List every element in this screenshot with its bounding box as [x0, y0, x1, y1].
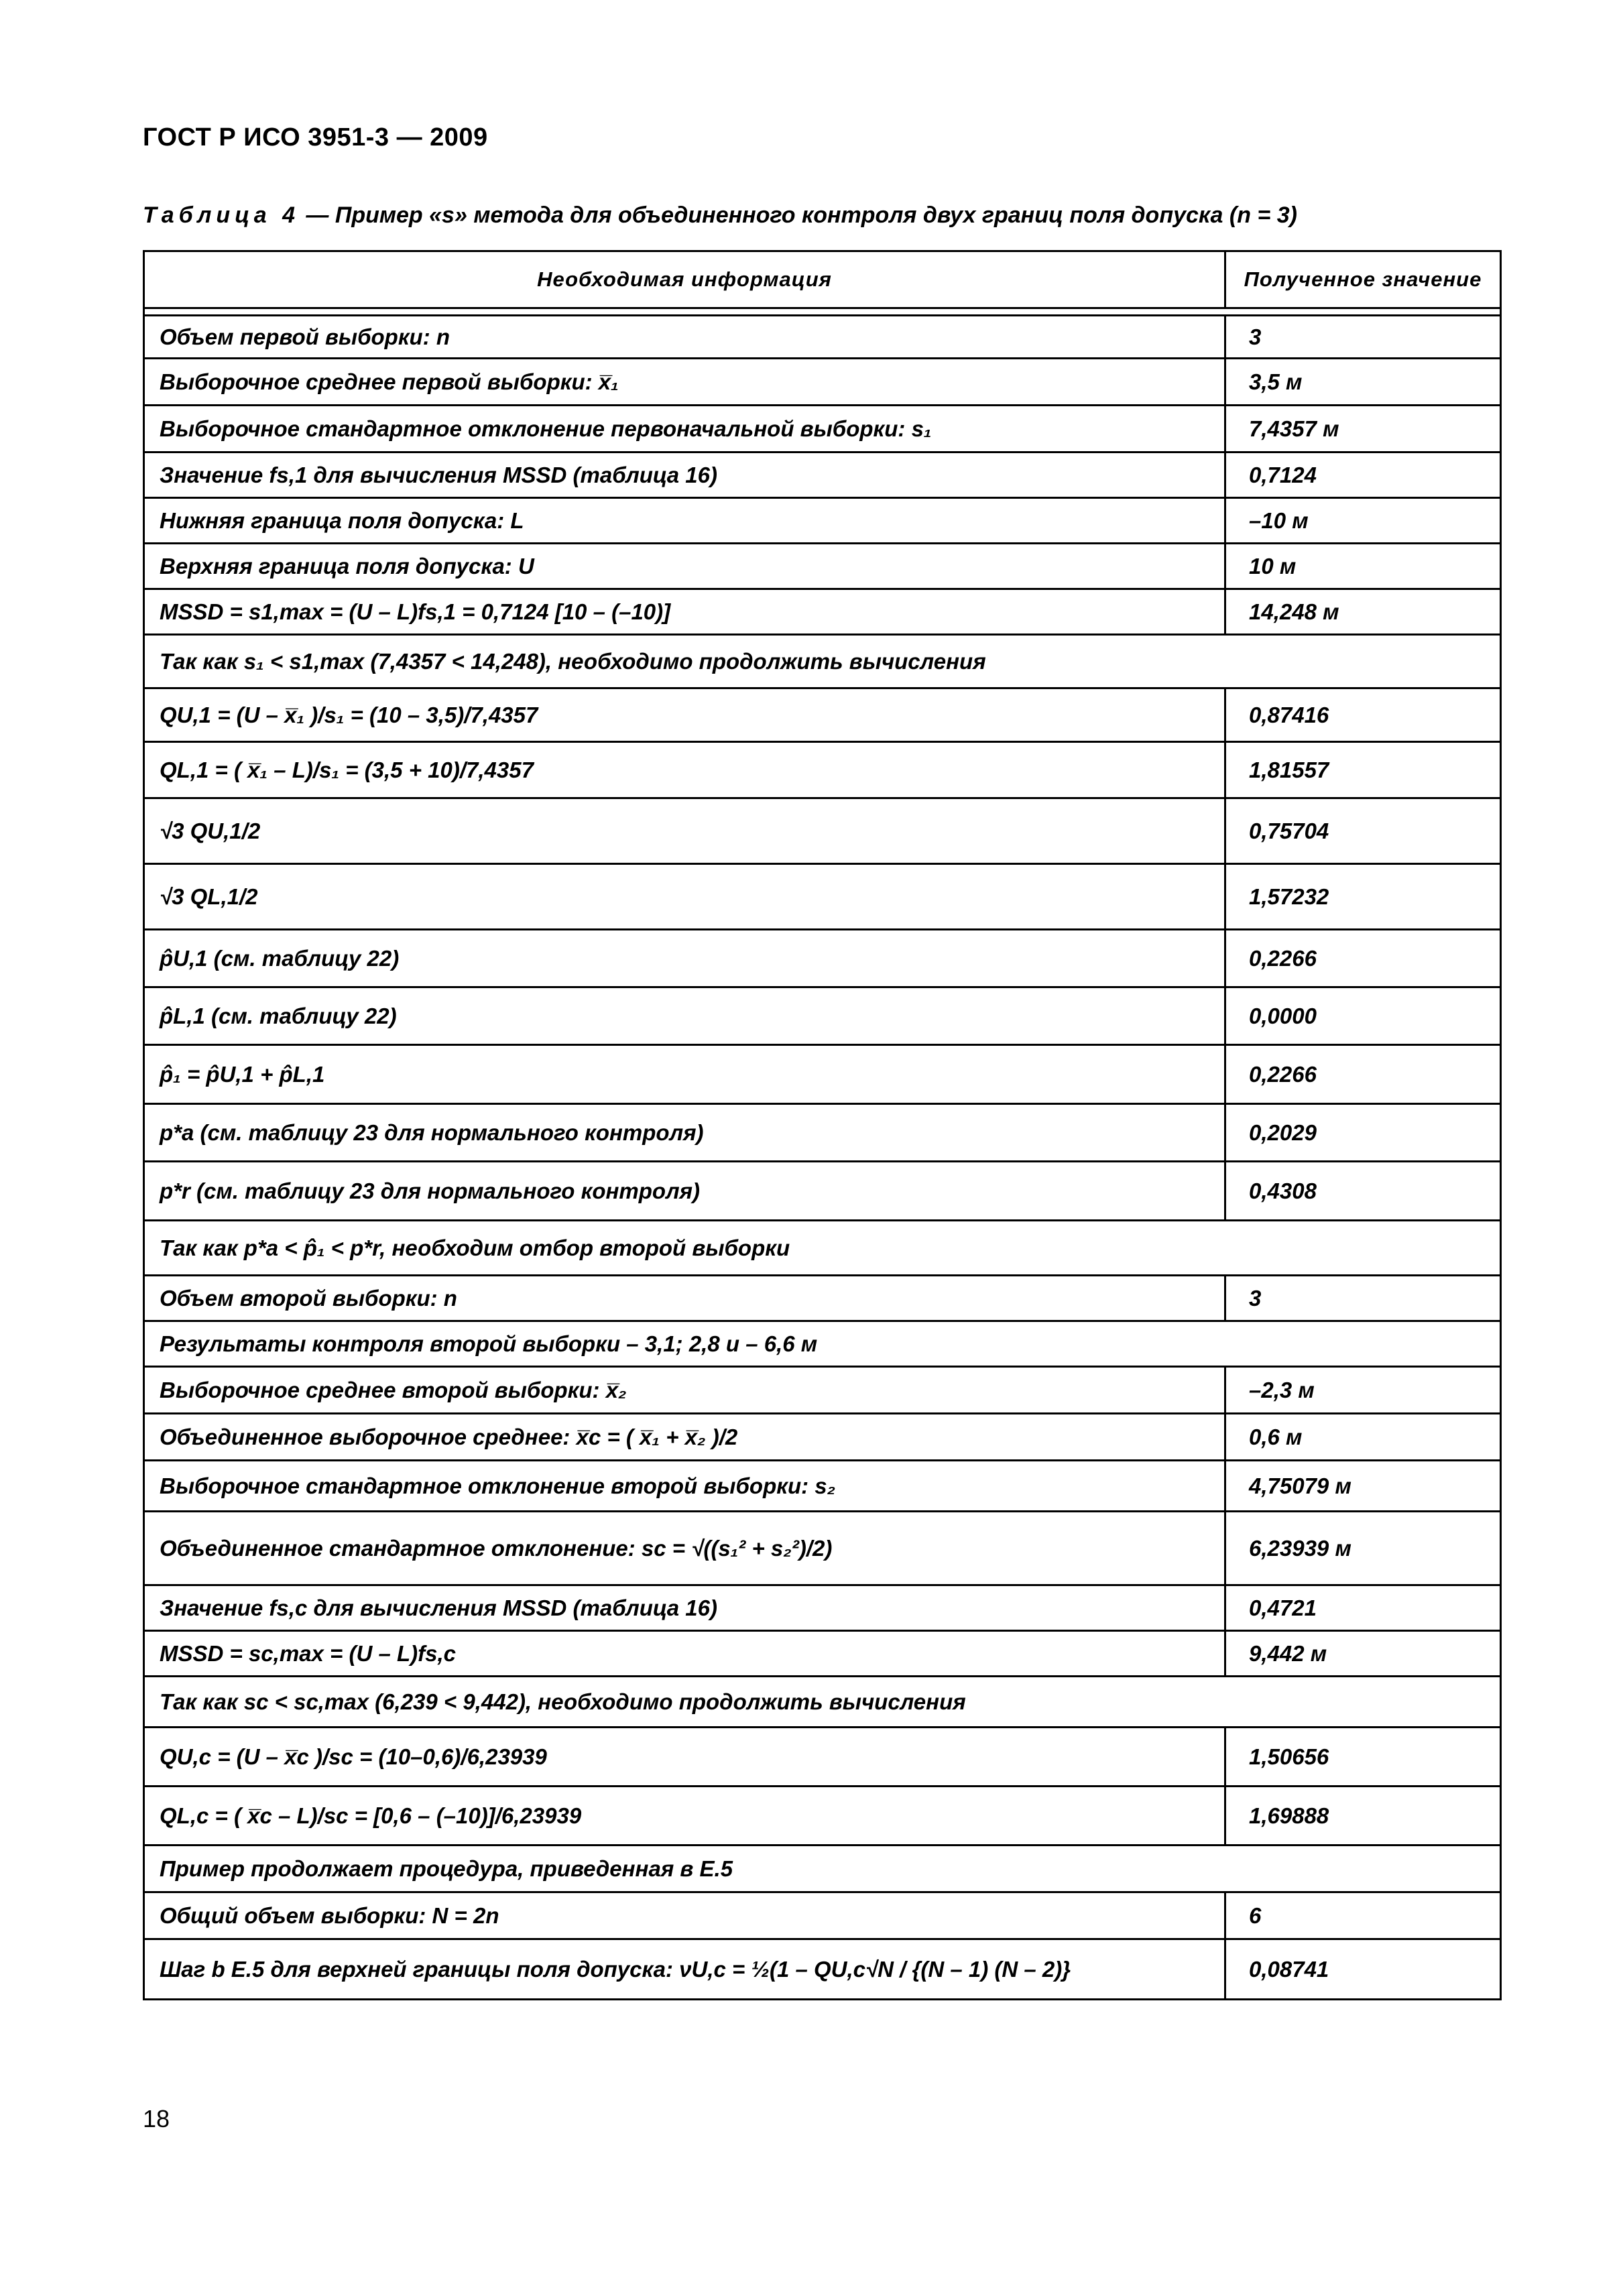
value-cell: 3,5 м	[1225, 359, 1501, 406]
value-cell: 1,57232	[1225, 864, 1501, 930]
header-spacer-cell	[144, 308, 1501, 316]
table-row	[144, 498, 1501, 544]
page-number: 18	[143, 2105, 170, 2132]
table-header-row	[144, 251, 1501, 308]
info-cell: Нижняя граница поля допуска: L	[144, 498, 1225, 544]
value-cell: –10 м	[1225, 498, 1501, 544]
info-cell: Объединенное выборочное среднее: x̅c = ( x̅₁ + x̅₂ )/2	[144, 1414, 1225, 1461]
table-caption-text: — Пример «s» метода для объединенного контроля двух границ поля допуска (n = 3)	[299, 202, 1297, 228]
info-cell: Выборочное среднее первой выборки: x̅₁	[144, 359, 1225, 406]
info-cell: Так как s₁ < s1,max (7,4357 < 14,248), необходимо продолжить вычисления	[144, 635, 1501, 688]
info-cell: Объем первой выборки: n	[144, 316, 1225, 359]
value-cell: 0,2266	[1225, 930, 1501, 987]
info-cell: p̂₁ = p̂U,1 + p̂L,1	[144, 1045, 1225, 1104]
info-cell: Объединенное стандартное отклонение: sc = √((s₁² + s₂²)/2)	[144, 1512, 1225, 1585]
value-cell: 0,87416	[1225, 688, 1501, 742]
value-cell: 0,4308	[1225, 1162, 1501, 1221]
value-cell: –2,3 м	[1225, 1367, 1501, 1414]
value-cell: 3	[1225, 1276, 1501, 1321]
table-caption-label: Таблица 4	[143, 202, 300, 228]
table-row	[144, 359, 1501, 406]
info-cell: p*a (см. таблицу 23 для нормального контроля)	[144, 1104, 1225, 1162]
value-cell: 0,08741	[1225, 1939, 1501, 2000]
info-cell: Так как sc < sc,max (6,239 < 9,442), необходимо продолжить вычисления	[144, 1677, 1501, 1728]
info-cell: QL,1 = ( x̅₁ – L)/s₁ = (3,5 + 10)/7,4357	[144, 742, 1225, 798]
data-table	[143, 250, 1502, 2000]
info-cell: Выборочное стандартное отклонение второй выборки: s₂	[144, 1461, 1225, 1512]
table-row	[144, 1585, 1501, 1631]
table-row	[144, 1276, 1501, 1321]
table-row	[144, 1939, 1501, 2000]
value-cell: 3	[1225, 316, 1501, 359]
table-caption	[143, 202, 1477, 229]
info-cell: Объем второй выборки: n	[144, 1276, 1225, 1321]
table-row	[144, 1367, 1501, 1414]
info-cell: Результаты контроля второй выборки – 3,1; 2,8 и – 6,6 м	[144, 1321, 1501, 1367]
table-row	[144, 987, 1501, 1045]
table-row	[144, 1512, 1501, 1585]
table-row	[144, 1677, 1501, 1728]
info-cell: Выборочное среднее второй выборки: x̅₂	[144, 1367, 1225, 1414]
header-spacer-row	[144, 308, 1501, 316]
value-cell: 0,2029	[1225, 1104, 1501, 1162]
info-cell: Так как p*a < p̂₁ < p*r, необходим отбор второй выборки	[144, 1221, 1501, 1276]
table-row	[144, 930, 1501, 987]
value-cell: 10 м	[1225, 544, 1501, 589]
table-row	[144, 316, 1501, 359]
info-cell: p̂L,1 (см. таблицу 22)	[144, 987, 1225, 1045]
table-row	[144, 635, 1501, 688]
table-row	[144, 798, 1501, 864]
table-row	[144, 1414, 1501, 1461]
info-cell: p*r (см. таблицу 23 для нормального контроля)	[144, 1162, 1225, 1221]
standard-title: ГОСТ Р ИСО 3951-3 — 2009	[143, 123, 488, 152]
table-row	[144, 544, 1501, 589]
info-cell: Верхняя граница поля допуска: U	[144, 544, 1225, 589]
table-row	[144, 589, 1501, 635]
info-cell: Значение fs,c для вычисления MSSD (таблица 16)	[144, 1585, 1225, 1631]
value-cell: 0,0000	[1225, 987, 1501, 1045]
table-row	[144, 742, 1501, 798]
table-row	[144, 1787, 1501, 1846]
info-cell: Выборочное стандартное отклонение первоначальной выборки: s₁	[144, 406, 1225, 452]
table-row	[144, 688, 1501, 742]
value-cell: 0,75704	[1225, 798, 1501, 864]
table-row	[144, 1892, 1501, 1939]
table-row	[144, 1728, 1501, 1787]
table-row	[144, 406, 1501, 452]
info-cell: QU,1 = (U – x̅₁ )/s₁ = (10 – 3,5)/7,4357	[144, 688, 1225, 742]
info-cell: Шаг b Е.5 для верхней границы поля допуска: νU,c = ½(1 – QU,c√N / {(N – 1) (N – 2)}	[144, 1939, 1225, 2000]
table-row	[144, 1631, 1501, 1677]
column-header-info: Необходимая информация	[144, 251, 1225, 308]
value-cell: 1,69888	[1225, 1787, 1501, 1846]
value-cell: 1,50656	[1225, 1728, 1501, 1787]
value-cell: 14,248 м	[1225, 589, 1501, 635]
info-cell: MSSD = sc,max = (U – L)fs,c	[144, 1631, 1225, 1677]
info-cell: p̂U,1 (см. таблицу 22)	[144, 930, 1225, 987]
table-row	[144, 1461, 1501, 1512]
table-body	[144, 308, 1501, 2000]
table-row	[144, 864, 1501, 930]
info-cell: Пример продолжает процедура, приведенная в Е.5	[144, 1846, 1501, 1892]
value-cell: 9,442 м	[1225, 1631, 1501, 1677]
value-cell: 0,4721	[1225, 1585, 1501, 1631]
table-row	[144, 1846, 1501, 1892]
info-cell: √3 QL,1/2	[144, 864, 1225, 930]
info-cell: MSSD = s1,max = (U – L)fs,1 = 0,7124 [10 – (–10)]	[144, 589, 1225, 635]
table-row	[144, 452, 1501, 498]
info-cell: Значение fs,1 для вычисления MSSD (таблица 16)	[144, 452, 1225, 498]
table-row	[144, 1321, 1501, 1367]
info-cell: Общий объем выборки: N = 2n	[144, 1892, 1225, 1939]
info-cell: √3 QU,1/2	[144, 798, 1225, 864]
value-cell: 7,4357 м	[1225, 406, 1501, 452]
value-cell: 4,75079 м	[1225, 1461, 1501, 1512]
value-cell: 6	[1225, 1892, 1501, 1939]
info-cell: QL,c = ( x̅c – L)/sc = [0,6 – (–10)]/6,23939	[144, 1787, 1225, 1846]
table-row	[144, 1045, 1501, 1104]
info-cell: QU,c = (U – x̅c )/sc = (10–0,6)/6,23939	[144, 1728, 1225, 1787]
value-cell: 6,23939 м	[1225, 1512, 1501, 1585]
value-cell: 1,81557	[1225, 742, 1501, 798]
value-cell: 0,7124	[1225, 452, 1501, 498]
table-row	[144, 1221, 1501, 1276]
value-cell: 0,2266	[1225, 1045, 1501, 1104]
column-header-value: Полученное значение	[1225, 251, 1501, 308]
table-row	[144, 1104, 1501, 1162]
value-cell: 0,6 м	[1225, 1414, 1501, 1461]
table-row	[144, 1162, 1501, 1221]
